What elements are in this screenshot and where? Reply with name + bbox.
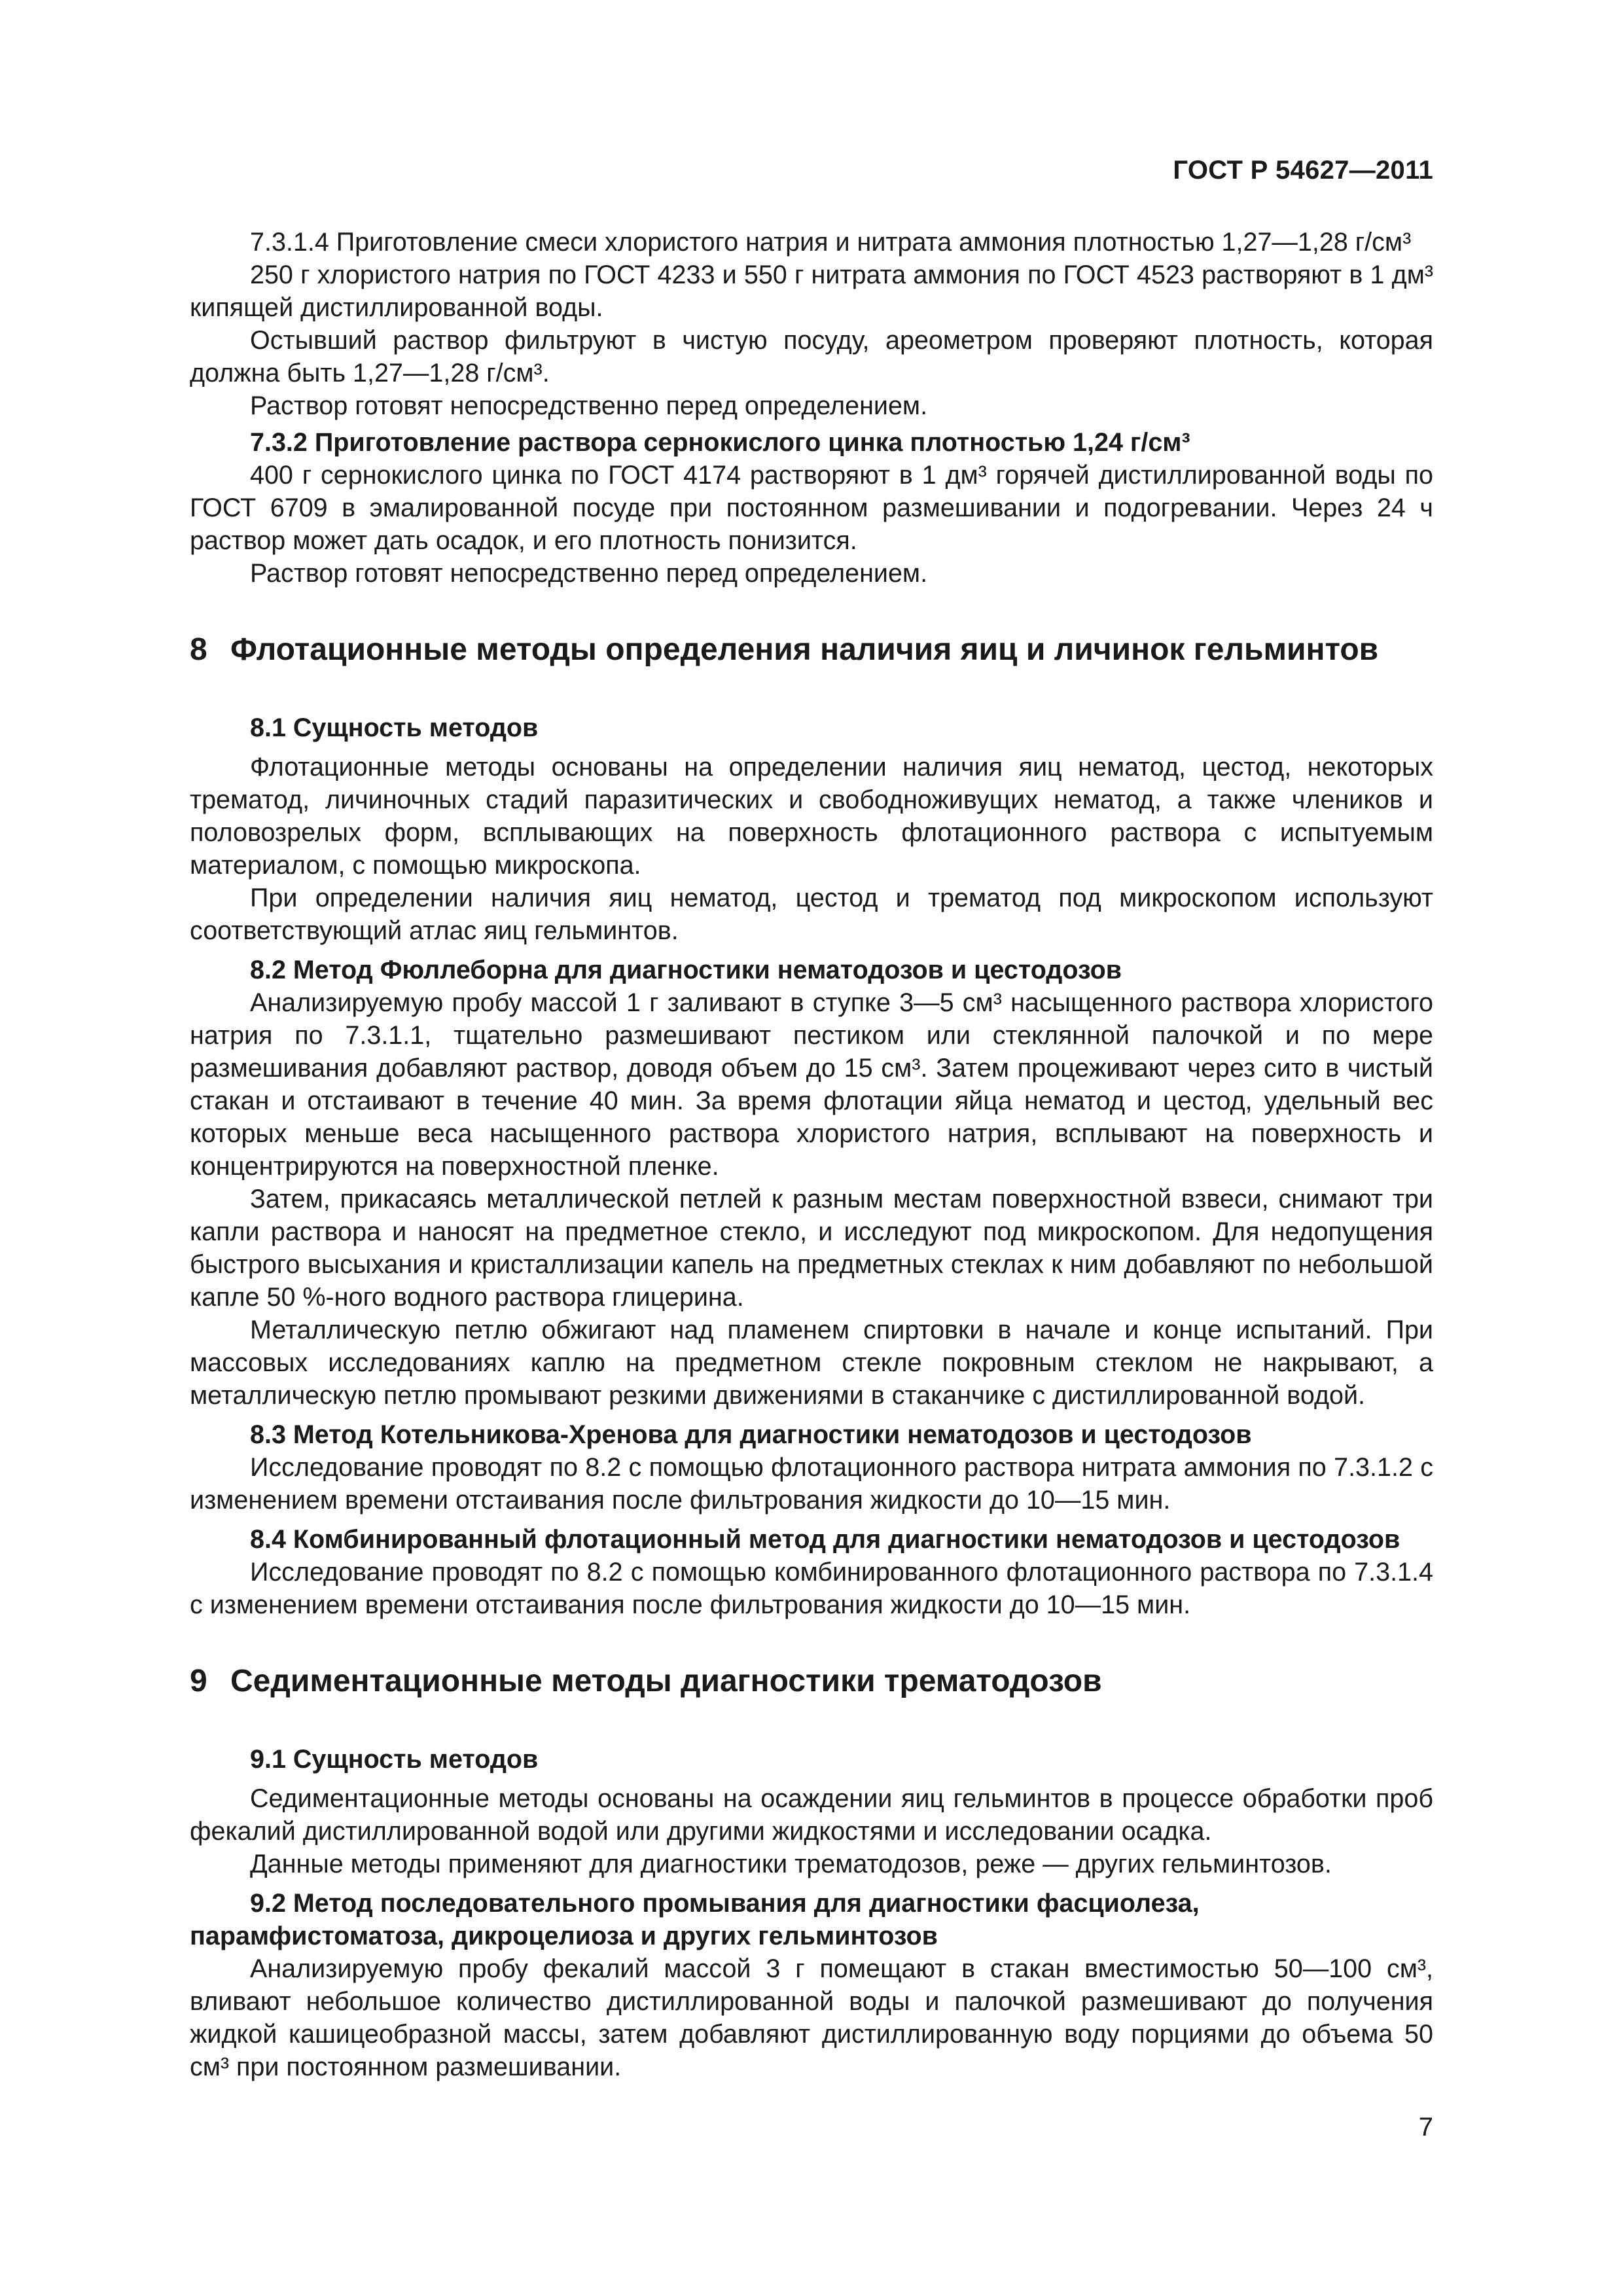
paragraph: Флотационные методы основаны на определении наличия яиц нематод, цестод, некоторых трематод, личиночных стадий паразитических и свободноживущих нематод, а также члеников и половозрелых форм, всплывающих на поверхность флотационного раствора с испытуемым материалом, с помощью микроскопа. xyxy=(190,753,1433,880)
document-body xyxy=(190,226,1433,2083)
section-title: Седиментационные методы диагностики трематодозов xyxy=(230,1664,1102,1698)
paragraph: Металлическую петлю обжигают над пламенем спиртовки в начале и конце испытаний. При массовых исследованиях каплю на предметном стекле покровным стеклом не накрывают, а металлическую петлю промывают резкими движениями в стаканчике с дистиллированной водой. xyxy=(190,1316,1433,1410)
section-number: 8 xyxy=(190,632,207,667)
subsection-heading: 8.4 Комбинированный флотационный метод для диагностики нематодозов и цестодозов xyxy=(250,1525,1400,1554)
paragraph: 250 г хлористого натрия по ГОСТ 4233 и 550 г нитрата аммония по ГОСТ 4523 растворяют в 1 дм³ кипящей дистиллированной воды. xyxy=(190,260,1433,322)
section-heading xyxy=(190,1662,1433,1701)
paragraph: Затем, прикасаясь металлической петлей к разным местам поверхностной взвеси, снимают три капли раствора и наносят на предметное стекло, и исследуют под микроскопом. Для недопущения быстрого высыхания и кристаллизации капель на предметных стеклах к ним добавляют по небольшой капле 50 %-ного водного раствора глицерина. xyxy=(190,1185,1433,1312)
paragraph: Анализируемую пробу фекалий массой 3 г помещают в стакан вместимостью 50—100 см³, вливают небольшое количество дистиллированной воды и палочкой размешивают до получения жидкой кашицеобразной массы, затем добавляют дистиллированную воду порциями до объема 50 см³ при постоянном размешивании. xyxy=(190,1954,1433,2081)
paragraph: Анализируемую пробу массой 1 г заливают в ступке 3—5 см³ насыщенного раствора хлористого натрия по 7.3.1.1, тщательно размешивают пестиком или стеклянной палочкой и по мере размешивания добавляют раствор, доводя объем до 15 см³. Затем процеживают через сито в чистый стакан и отстаивают в течение 40 мин. За время флотации яйца нематод и цестод, удельный вес которых меньше веса насыщенного раствора хлористого натрия, всплывают на поверхность и концентрируются на поверхностной пленке. xyxy=(190,988,1433,1181)
paragraph: Исследование проводят по 8.2 с помощью флотационного раствора нитрата аммония по 7.3.1.2 с изменением времени отстаивания после фильтрования жидкости до 10—15 мин. xyxy=(190,1453,1433,1515)
paragraph: Раствор готовят непосредственно перед определением. xyxy=(250,559,928,588)
paragraph: Раствор готовят непосредственно перед определением. xyxy=(250,391,928,420)
paragraph: Исследование проводят по 8.2 с помощью комбинированного флотационного раствора по 7.3.1.4 с изменением времени отстаивания после фильтрования жидкости до 10—15 мин. xyxy=(190,1558,1433,1619)
subsection-heading: 9.2 Метод последовательного промывания для диагностики фасциолеза, парамфистоматоза, дикроцелиоза и других гельминтозов xyxy=(190,1889,1200,1950)
section-number: 9 xyxy=(190,1664,207,1698)
section-title: Флотационные методы определения наличия яиц и личинок гельминтов xyxy=(230,632,1379,667)
page-number: 7 xyxy=(1418,2113,1433,2142)
subsection-heading: 7.3.2 Приготовление раствора сернокислого цинка плотностью 1,24 г/см³ xyxy=(250,428,1190,457)
subsection-heading: 9.1 Сущность методов xyxy=(250,1745,539,1774)
subsection-heading: 8.1 Сущность методов xyxy=(250,713,539,742)
section-heading xyxy=(190,630,1433,670)
subsection-heading: 8.2 Метод Фюллеборна для диагностики нематодозов и цестодозов xyxy=(250,956,1122,984)
paragraph: 400 г сернокислого цинка по ГОСТ 4174 растворяют в 1 дм³ горячей дистиллированной воды по ГОСТ 6709 в эмалированной посуде при постоянном размешивании и подогревании. Через 24 ч раствор может дать осадок, и его плотность понизится. xyxy=(190,461,1433,555)
subsection-heading: 8.3 Метод Котельникова-Хренова для диагностики нематодозов и цестодозов xyxy=(250,1420,1252,1449)
paragraph: 7.3.1.4 Приготовление смеси хлористого натрия и нитрата аммония плотностью 1,27—1,28 г/см³ xyxy=(250,228,1412,257)
paragraph: Данные методы применяют для диагностики трематодозов, реже — других гельминтозов. xyxy=(250,1850,1332,1878)
paragraph: Остывший раствор фильтруют в чистую посуду, ареометром проверяют плотность, которая должна быть 1,27—1,28 г/см³. xyxy=(190,326,1433,387)
paragraph: Седиментационные методы основаны на осаждении яиц гельминтов в процессе обработки проб фекалий дистиллированной водой или другими жидкостями и исследовании осадка. xyxy=(190,1784,1433,1846)
paragraph: При определении наличия яиц нематод, цестод и трематод под микроскопом используют соответствующий атлас яиц гельминтов. xyxy=(190,884,1433,945)
standard-header: ГОСТ Р 54627—2011 xyxy=(1173,156,1433,185)
